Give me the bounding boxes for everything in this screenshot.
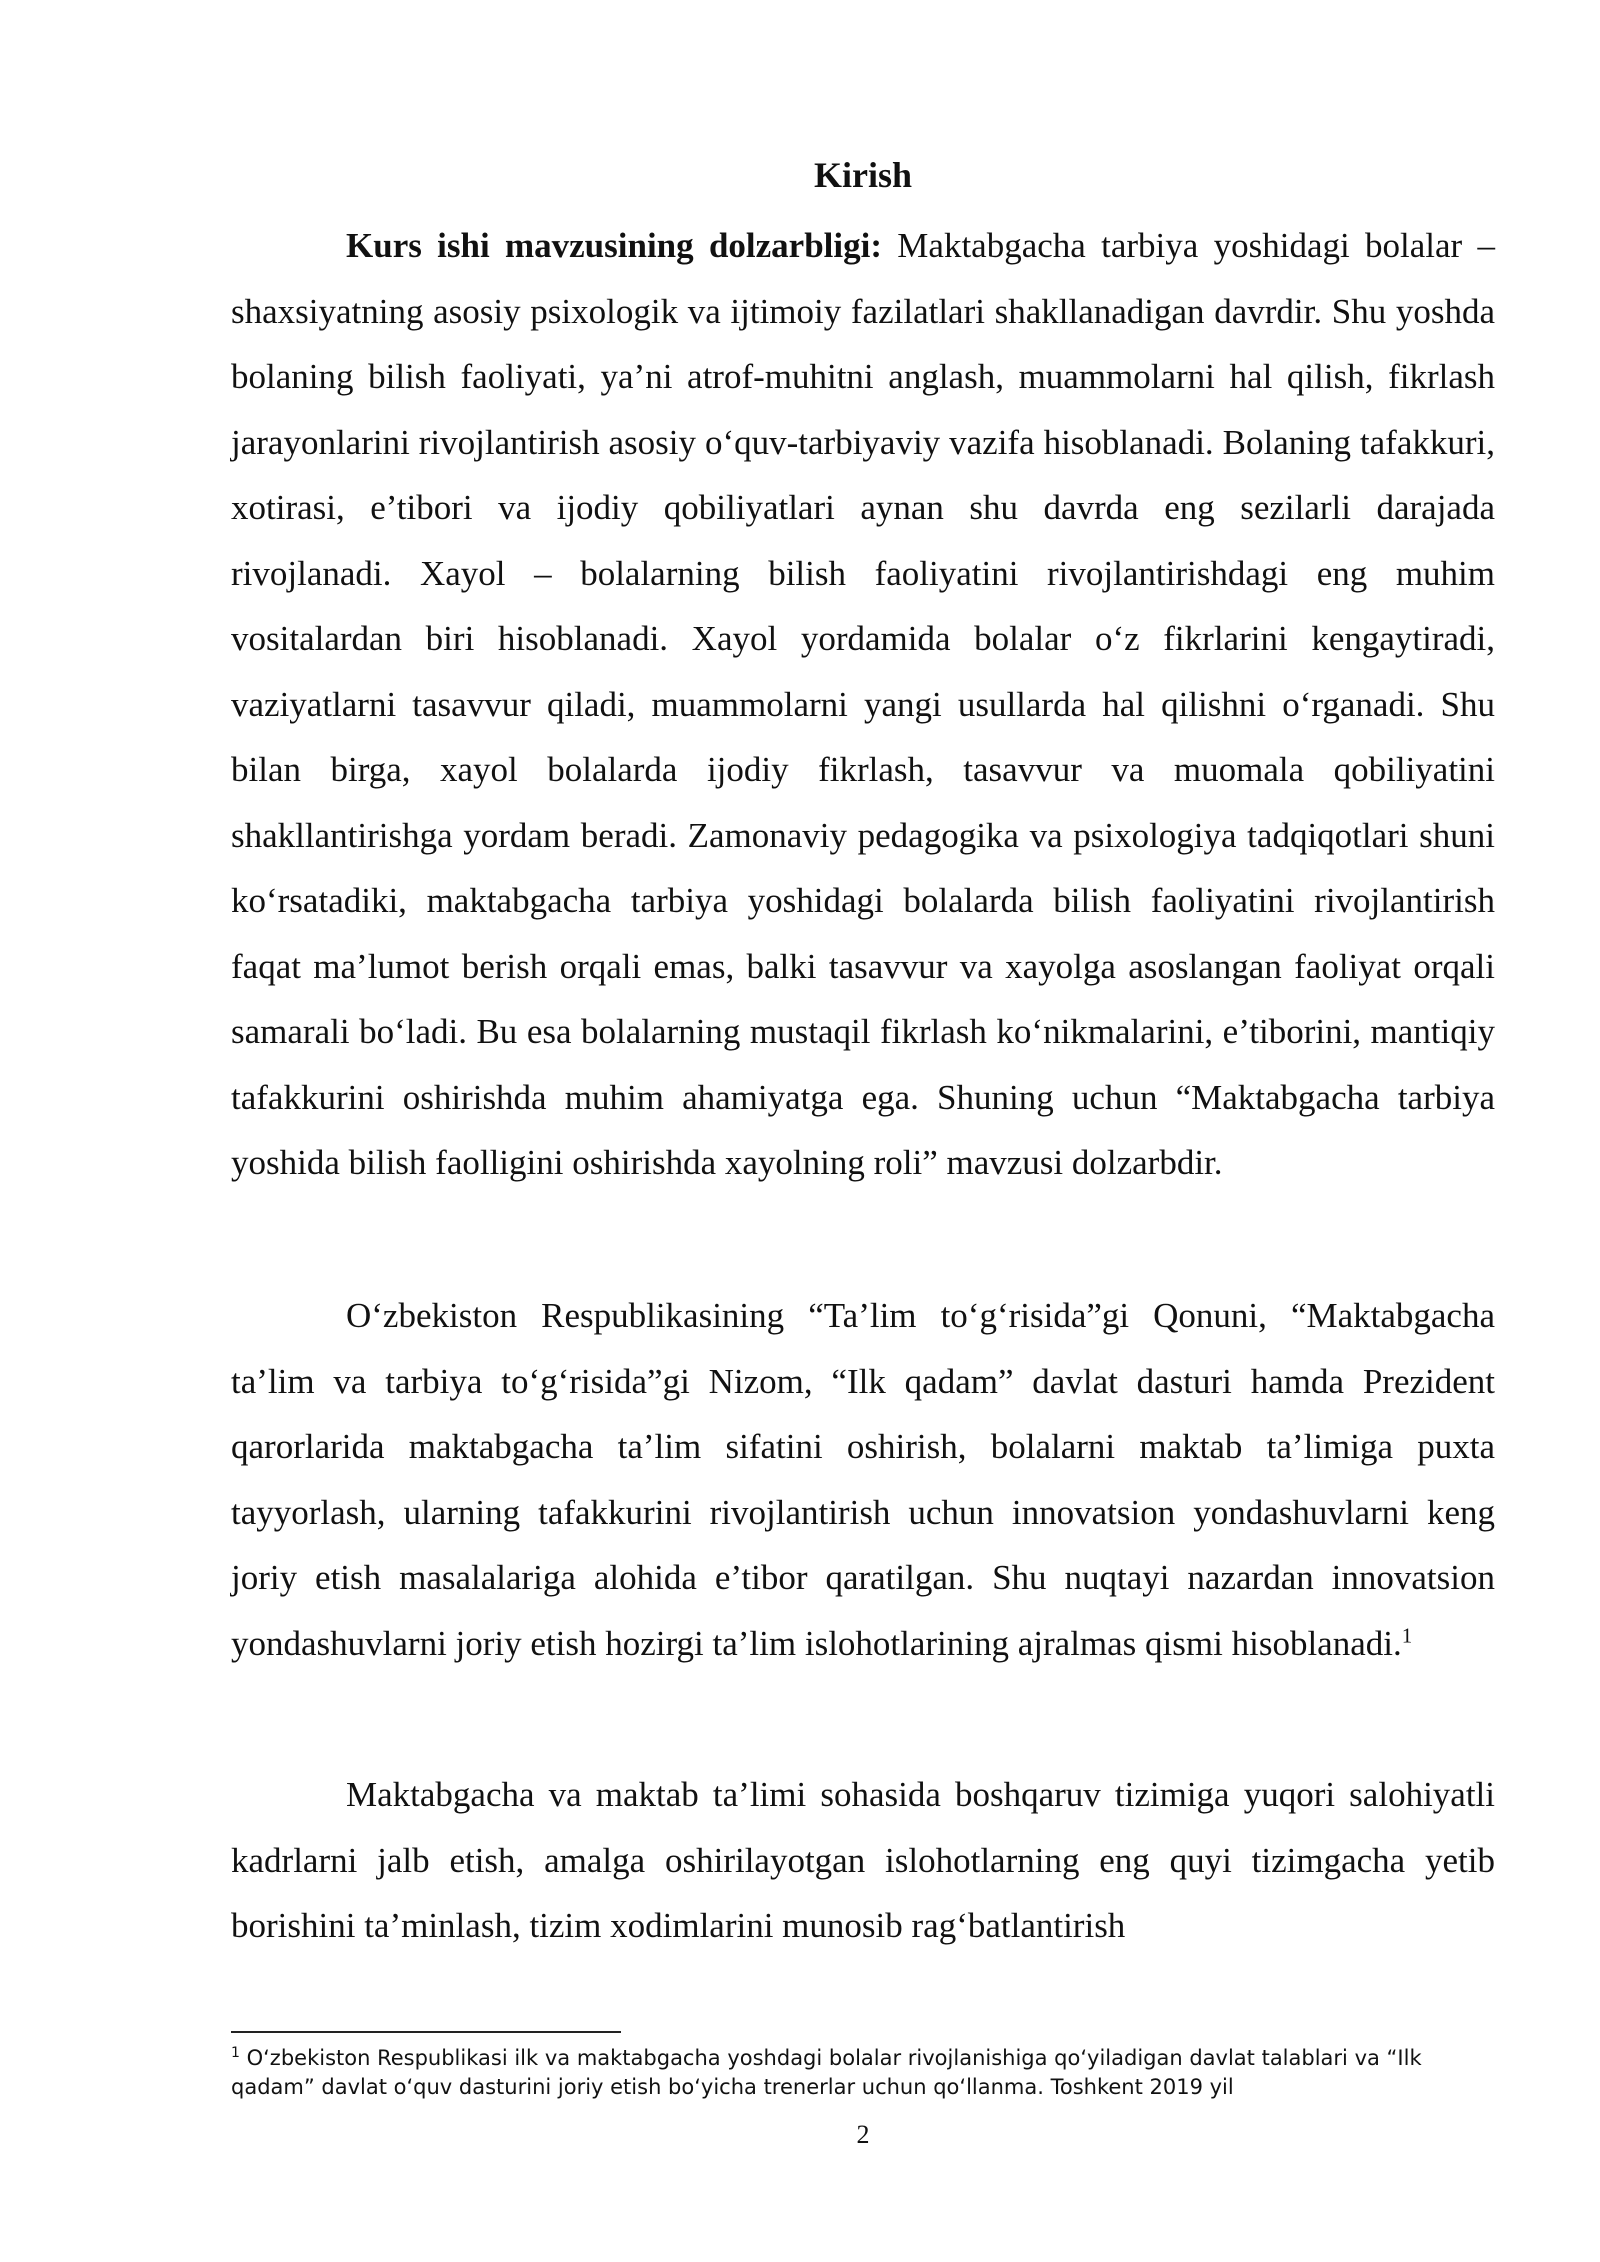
- relevance-lead-label: Kurs ishi mavzusining dolzarbligi:: [346, 226, 882, 265]
- legislation-body-text: O‘zbekiston Respublikasining “Ta’lim to‘g‘risida”gi Qonuni, “Maktabgacha ta’lim va tarbiya to‘g‘risida”gi Nizom, “Ilk qadam” davlat dasturi hamda Prezident qarorlarida maktabgacha ta’lim sifatini oshirish, bolalarni maktab ta’limiga puxta tayyorlash, ularning tafakkurini rivojlantirish uchun innovatsion yondashuvlarni keng joriy etish masalalariga alohida e’tibor qaratilgan. Shu nuqtayi nazardan innovatsion yondashuvlarni joriy etish hozirgi ta’lim islohotlarining ajralmas qismi hisoblanadi.: [231, 1296, 1495, 1663]
- relevance-body-text: Maktabgacha tarbiya yoshidagi bolalar – shaxsiyatning asosiy psixologik va ijtimoiy fazilatlari shakllanadigan davrdir. Shu yoshda bolaning bilish faoliyati, ya’ni atrof-muhitni anglash, muammolarni hal qilish, fikrlash jarayonlarini rivojlantirish asosiy o‘quv-tarbiyaviy vazifa hisoblanadi. Bolaning tafakkuri, xotirasi, e’tibori va ijodiy qobiliyatlari aynan shu davrda eng sezilarli darajada rivojlanadi. Xayol – bolalarning bilish faoliyatini rivojlantirishdagi eng muhim vositalardan biri hisoblanadi. Xayol yordamida bolalar o‘z fikrlarini kengaytiradi, vaziyatlarni tasavvur qiladi, muammolarni yangi usullarda hal qilishni o‘rganadi. Shu bilan birga, xayol bolalarda ijodiy fikrlash, tasavvur va muomala qobiliyatini shakllantirishga yordam beradi. Zamonaviy pedagogika va psixologiya tadqiqotlari shuni ko‘rsatadiki, maktabgacha tarbiya yoshidagi bolalarda bilish faoliyatini rivojlantirish faqat ma’lumot berish orqali emas, balki tasavvur va xayolga asoslangan faoliyat orqali samarali bo‘ladi. Bu esa bolalarning mustaqil fikrlash ko‘nikmalarini, e’tiborini, mantiqiy tafakkurini oshirishda muhim ahamiyatga ega. Shuning uchun “Maktabgacha tarbiya yoshida bilish faolligini oshirishda xayolning roli” mavzusi dolzarbdir.: [231, 226, 1495, 1182]
- footnote-separator: [231, 2031, 621, 2033]
- paragraph-text: [231, 213, 1495, 1196]
- paragraph-text: [231, 1283, 1495, 1676]
- footnote: [231, 2044, 1495, 2102]
- footnote-text: O‘zbekiston Respublikasi ilk va maktabgacha yoshdagi bolalar rivojlanishiga qo‘yiladigan davlat talablari va “Ilk qadam” davlat o‘quv dasturini joriy etish bo‘yicha trenerlar uchun qo‘llanma. Toshkent 2019 yil: [231, 2046, 1422, 2099]
- paragraph-legislation: [231, 1283, 1495, 1676]
- page-number: 2: [856, 2120, 870, 2149]
- section-heading: Kirish: [813, 155, 912, 195]
- paragraph-relevance: [231, 213, 1495, 1196]
- footnote-reference[interactable]: 1: [1401, 1622, 1413, 1647]
- paragraph-text: [231, 1762, 1495, 1959]
- management-body-text: Maktabgacha va maktab ta’limi sohasida boshqaruv tizimiga yuqori salohiyatli kadrlarni jalb etish, amalga oshirilayotgan islohotlarning eng quyi tizimgacha yetib borishini ta’minlash, tizim xodimlarini munosib rag‘batlantirish: [231, 1775, 1495, 1945]
- paragraph-management: [231, 1762, 1495, 1959]
- footnote-number: 1: [231, 2045, 240, 2061]
